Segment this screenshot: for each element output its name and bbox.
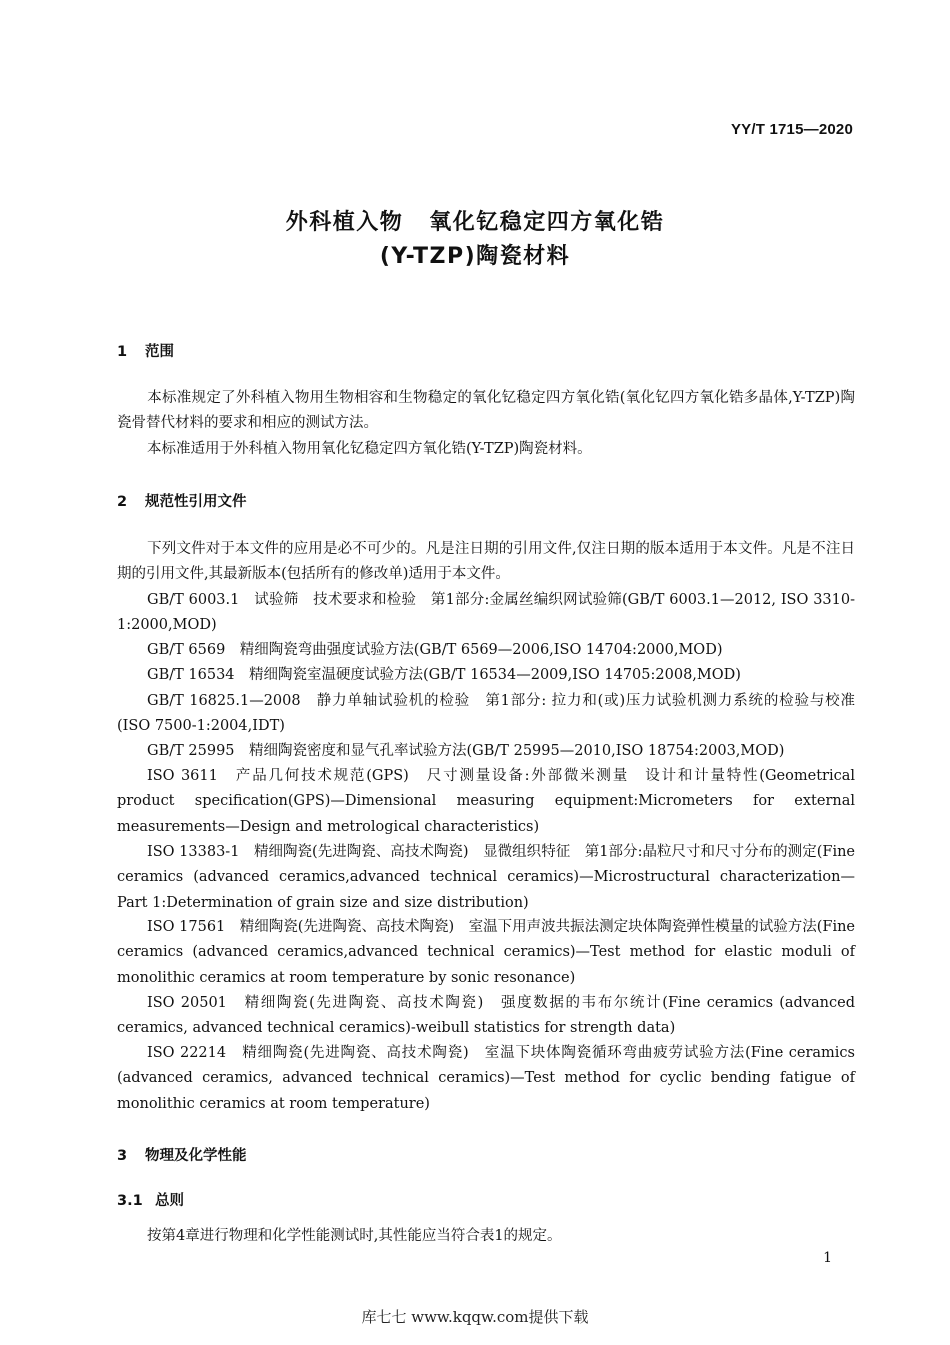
scope-paragraph-1: 本标准规定了外科植入物用生物相容和生物稳定的氧化钇稳定四方氧化锆(氧化钇四方氧化锆多晶体,Y-TZP)陶瓷骨替代材料的要求和相应的测试方法。 [117, 390, 855, 432]
title-part-a: 外科植入物 [285, 210, 404, 235]
section-heading-normative-references: 2 规范性引用文件 [117, 494, 247, 510]
reference-item: ISO 17561 精细陶瓷(先进陶瓷、高技术陶瓷) 室温下用声波共振法测定块体陶瓷弹性模量的试验方法(Fine ceramics (advanced ceramics,advanced technical ceramics)—Test method for elastic moduli of monolithic ceramics at room temperature by sonic resonance) [117, 919, 855, 986]
reference-item: GB/T 16825.1—2008 静力单轴试验机的检验 第1部分: 拉力和(或)压力试验机测力系统的检验与校准(ISO 7500-1:2004,IDT) [117, 693, 855, 735]
download-footer: 库七七 www.kqqw.com提供下载 [361, 1308, 589, 1326]
title-part-b: 氧化钇稳定四方氧化锆 [429, 210, 665, 235]
section-heading-physical-chemical: 3 物理及化学性能 [117, 1148, 247, 1164]
reference-item: GB/T 25995 精细陶瓷密度和显气孔率试验方法(GB/T 25995—2010,ISO 18754:2003,MOD) [147, 743, 785, 759]
reference-item: ISO 13383-1 精细陶瓷(先进陶瓷、高技术陶瓷) 显微组织特征 第1部分:晶粒尺寸和尺寸分布的测定(Fine ceramics (advanced ceramics,advanced technical ceramics)—Microstructural characterization—Part 1:Determination of grain size and size distribution) [117, 844, 855, 911]
reference-item: ISO 20501 精细陶瓷(先进陶瓷、高技术陶瓷) 强度数据的韦布尔统计(Fine ceramics (advanced ceramics, advanced technical ceramics)-weibull statistics for strength data) [117, 995, 855, 1037]
document-title-line1 [0, 205, 950, 236]
reference-item: GB/T 6003.1 试验筛 技术要求和检验 第1部分:金属丝编织网试验筛(GB/T 6003.1—2012, ISO 3310-1:2000,MOD) [117, 592, 855, 634]
document-title-line2: (Y-TZP)陶瓷材料 [379, 244, 571, 269]
subsection-heading-general: 3.1 总则 [117, 1193, 184, 1209]
references-intro: 下列文件对于本文件的应用是必不可少的。凡是注日期的引用文件,仅注日期的版本适用于本文件。凡是不注日期的引用文件,其最新版本(包括所有的修改单)适用于本文件。 [117, 541, 855, 583]
reference-item: ISO 22214 精细陶瓷(先进陶瓷、高技术陶瓷) 室温下块体陶瓷循环弯曲疲劳试验方法(Fine ceramics (advanced ceramics, advanced technical ceramics)—Test method for cyclic bending fatigue of monolithic ceramics at room temperature) [117, 1045, 855, 1112]
standard-code: YY/T 1715—2020 [730, 121, 853, 138]
reference-item: GB/T 6569 精细陶瓷弯曲强度试验方法(GB/T 6569—2006,ISO 14704:2000,MOD) [147, 642, 723, 658]
page-number: 1 [823, 1250, 832, 1266]
section-heading-scope: 1 范围 [117, 344, 174, 360]
general-paragraph: 按第4章进行物理和化学性能测试时,其性能应当符合表1的规定。 [147, 1228, 562, 1244]
reference-item: GB/T 16534 精细陶瓷室温硬度试验方法(GB/T 16534—2009,ISO 14705:2008,MOD) [147, 667, 741, 683]
reference-item: ISO 3611 产品几何技术规范(GPS) 尺寸测量设备:外部微米测量 设计和计量特性(Geometrical product specification(GPS)—Dimensional measuring equipment:Micrometers for external measurements—Design and metrological characteristics) [117, 768, 855, 835]
scope-paragraph-2: 本标准适用于外科植入物用氧化钇稳定四方氧化锆(Y-TZP)陶瓷材料。 [147, 441, 592, 457]
